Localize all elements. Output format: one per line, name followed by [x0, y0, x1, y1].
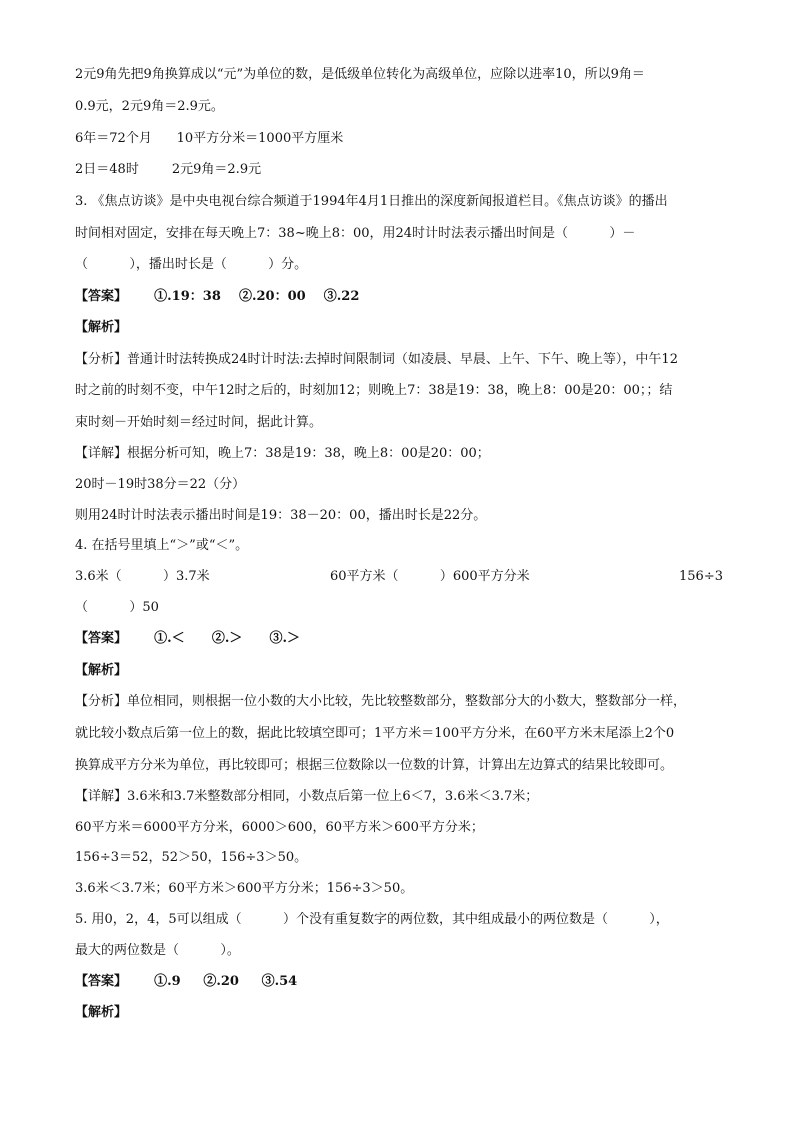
- text-line: 2日＝48时 2元9角＝2.9元: [75, 162, 262, 177]
- text-line: 156÷3＝52，52＞50，156÷3＞50。: [75, 850, 308, 865]
- analysis-line: 【分析】普通计时法转换成24时计时法:去掉时间限制词（如凌晨、早晨、上午、下午、晚上等），中午12: [75, 352, 678, 367]
- text-line: （ ）50: [75, 600, 159, 615]
- text-line: 3.6米＜3.7米；60平方米＞600平方分米；156÷3＞50。: [75, 881, 414, 896]
- analysis-heading: 【解析】: [75, 1005, 128, 1020]
- analysis-heading: 【解析】: [75, 320, 128, 335]
- text-line: 0.9元，2元9角＝2.9元。: [75, 99, 224, 114]
- q4-item-a: 3.6米（ ）3.7米: [75, 569, 210, 584]
- text-line: （ ），播出时长是（ ）分。: [75, 257, 308, 272]
- q4-item-c: 156÷3: [679, 569, 723, 584]
- answer-line: 【答案】 ①.19：38 ②.20：00 ③.22: [75, 289, 360, 304]
- text-line: 6年＝72个月 10平方分米＝1000平方厘米: [75, 131, 344, 146]
- text-line: 2元9角先把9角换算成以“元”为单位的数，是低级单位转化为高级单位，应除以进率10，所以9角＝: [75, 67, 645, 82]
- text-line: 换算成平方分米为单位，再比较即可；根据三位数除以一位数的计算，计算出左边算式的结果比较即可。: [75, 758, 674, 773]
- text-line: 时间相对固定，安排在每天晚上7：38~晚上8：00，用24时计时法表示播出时间是（ ）－: [75, 226, 636, 241]
- text-line: 最大的两位数是（ ）。: [75, 943, 240, 958]
- analysis-line: 【分析】单位相同，则根据一位小数的大小比较，先比较整数部分，整数部分大的小数大，整数部分一样，: [75, 694, 687, 709]
- text-line: 则用24时计时法表示播出时间是19：38－20：00，播出时长是22分。: [75, 508, 487, 523]
- answer-line: 【答案】 ①.＜ ②.＞ ③.＞: [75, 631, 301, 646]
- question-5-line: 5. 用0，2，4，5可以组成（ ）个没有重复数字的两位数，其中组成最小的两位数是（ ），: [75, 912, 669, 927]
- text-line: 就比较小数点后第一位上的数，据此比较填空即可；1平方米＝100平方分米，在60平方米末尾添上2个0: [75, 726, 675, 741]
- text-line: 时之前的时刻不变，中午12时之后的，时刻加12；则晚上7：38是19：38，晚上8：00是20：00；；结: [75, 383, 673, 398]
- text-line: 束时刻－开始时刻＝经过时间，据此计算。: [75, 415, 323, 430]
- analysis-heading: 【解析】: [75, 663, 128, 678]
- text-line: 60平方米＝6000平方分米，6000＞600，60平方米＞600平方分米；: [75, 820, 484, 835]
- q4-item-b: 60平方米（ ）600平方分米: [330, 569, 530, 584]
- text-line: 20时－19时38分＝22（分）: [75, 477, 246, 492]
- answer-line: 【答案】 ①.9 ②.20 ③.54: [75, 974, 298, 989]
- detail-line: 【详解】3.6米和3.7米整数部分相同，小数点后第一位上6＜7，3.6米＜3.7米；: [75, 789, 539, 804]
- question-3-line: 3. 《焦点访谈》是中央电视台综合频道于1994年4月1日推出的深度新闻报道栏目。《焦点访谈》的播出: [75, 194, 668, 209]
- detail-line: 【详解】根据分析可知，晚上7：38是19：38，晚上8：00是20：00；: [75, 446, 490, 461]
- question-4-line: 4. 在括号里填上“＞”或“＜”。: [75, 538, 249, 553]
